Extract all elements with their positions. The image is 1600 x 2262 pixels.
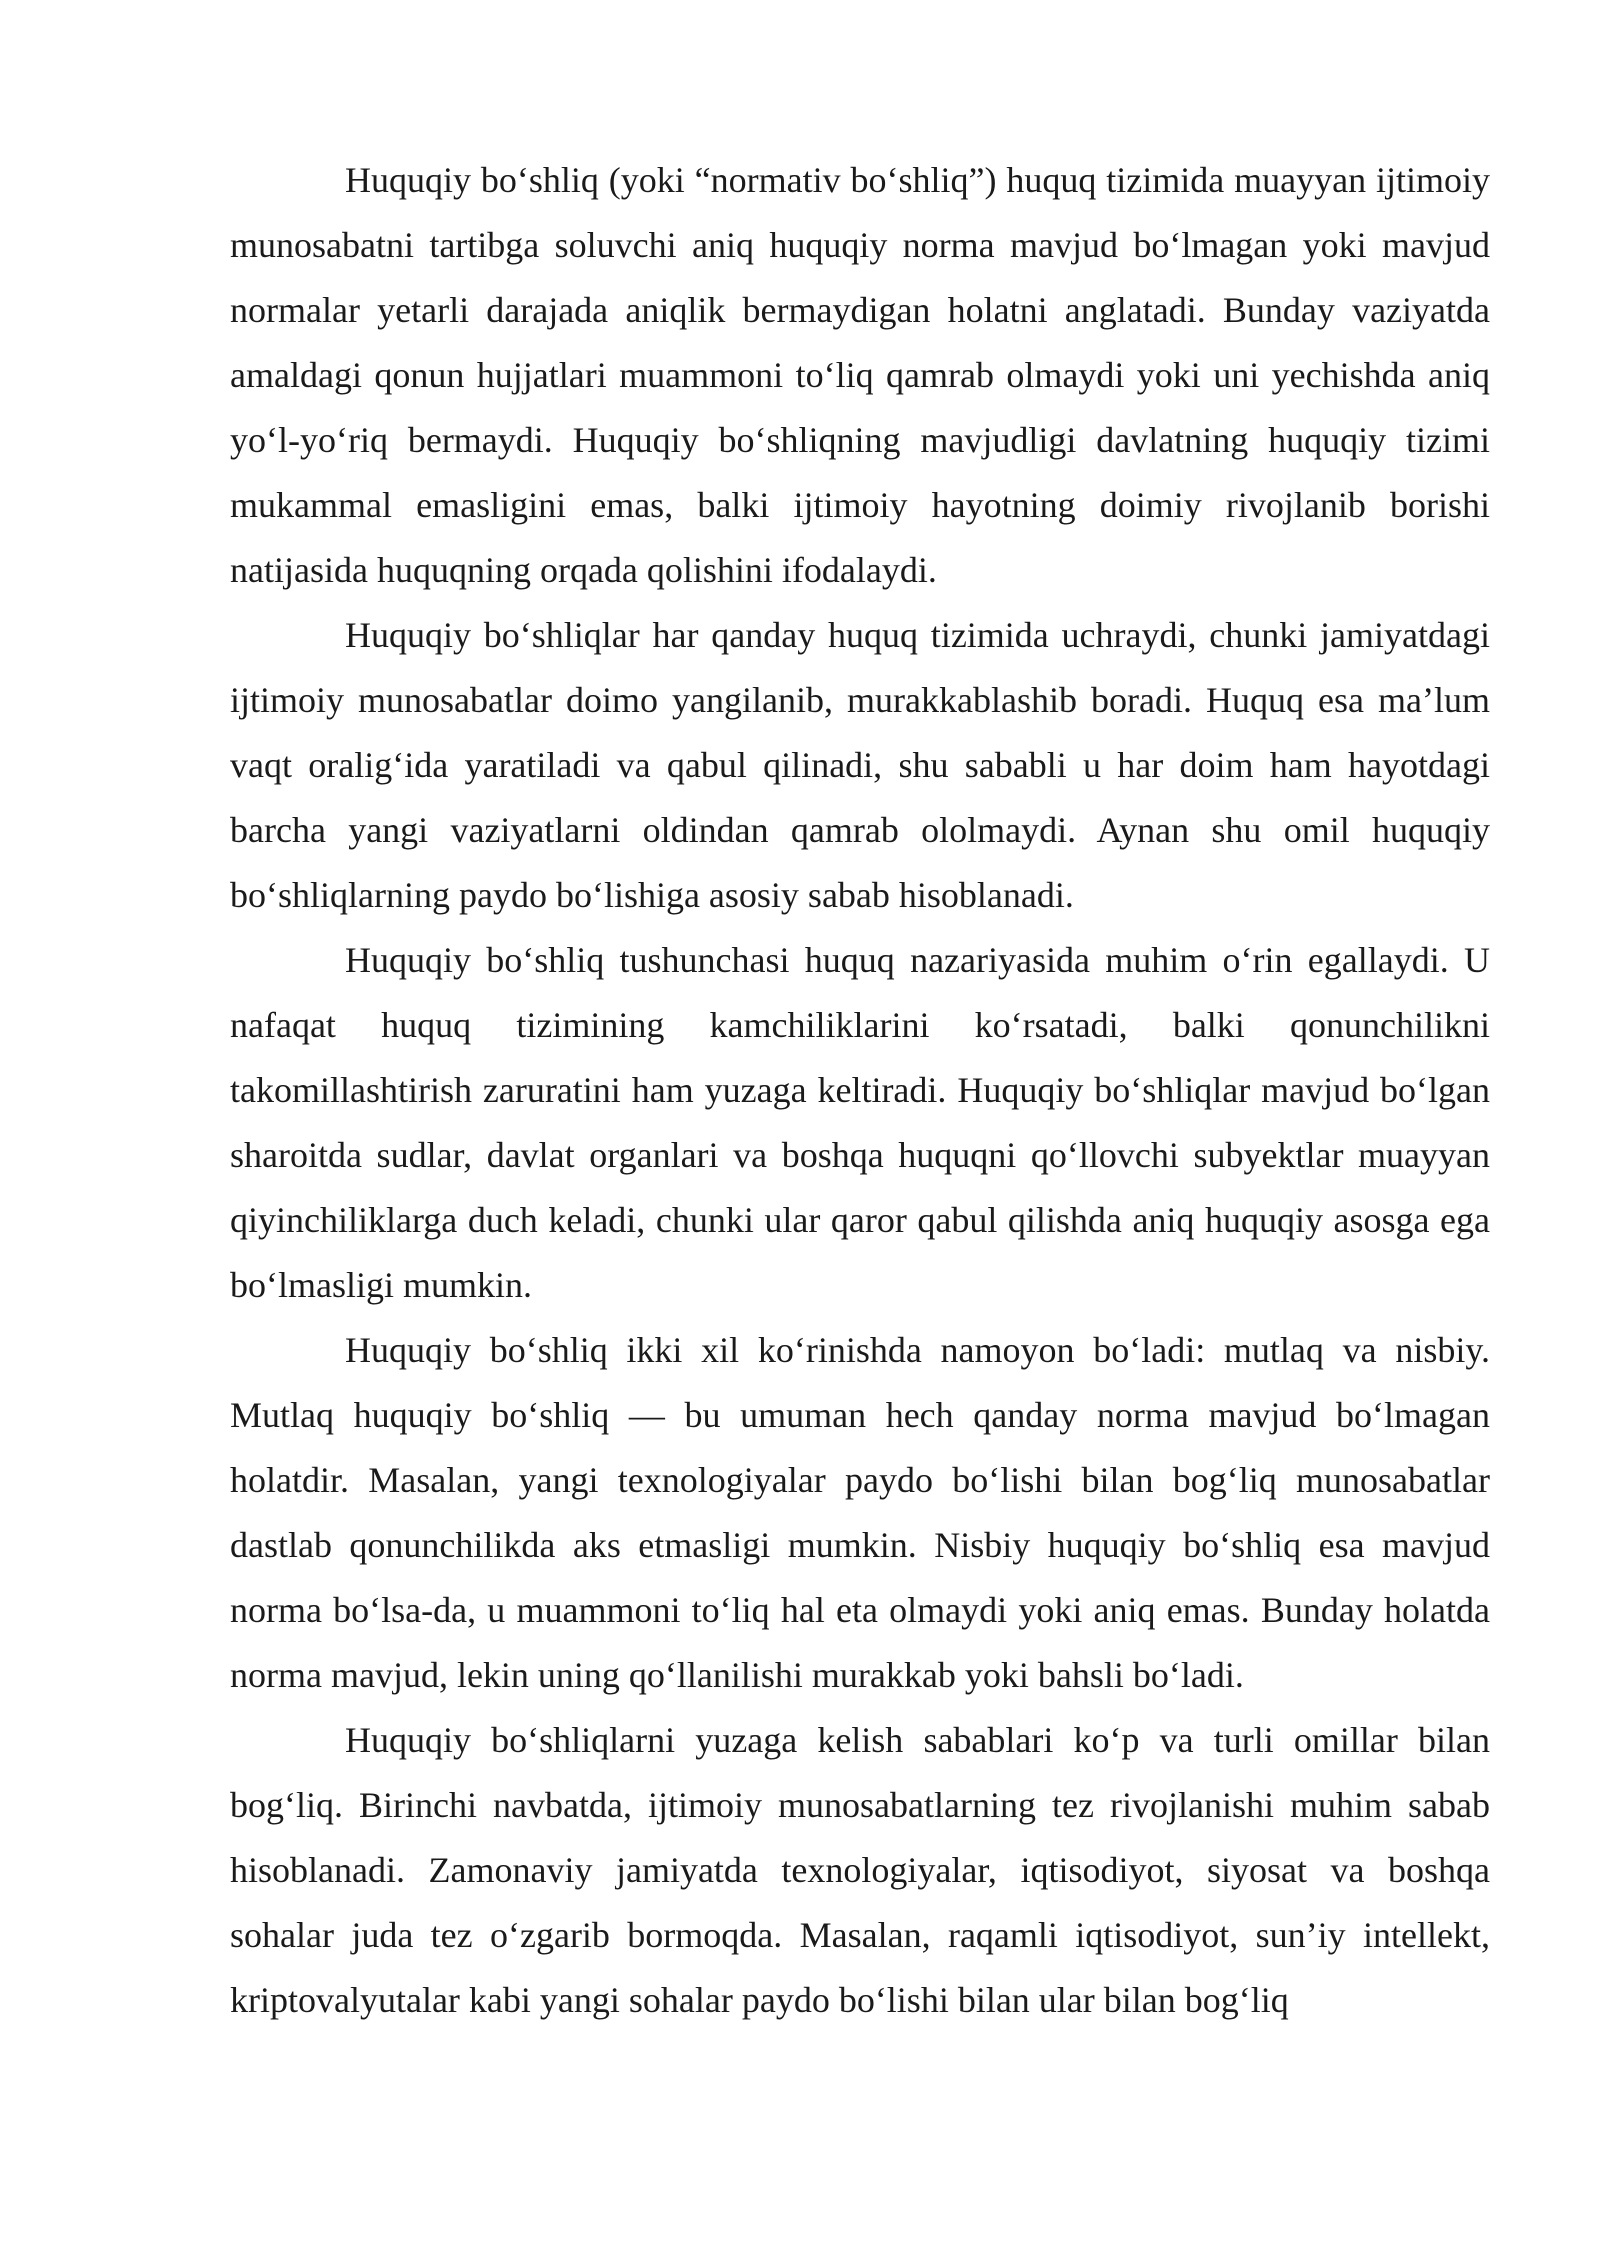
- paragraph-5: Huquqiy bo‘shliqlarni yuzaga kelish sabablari ko‘p va turli omillar bilan bog‘liq. Birinchi navbatda, ijtimoiy munosabatlarning tez rivojlanishi muhim sabab hisoblanadi. Zamonaviy jamiyatda texnologiyalar, iqtisodiyot, siyosat va boshqa sohalar juda tez o‘zgarib bormoqda. Masalan, raqamli iqtisodiyot, sun’iy intellekt, kriptovalyutalar kabi yangi sohalar paydo bo‘lishi bilan ular bilan bog‘liq: [230, 1720, 1490, 2020]
- paragraph-1: Huquqiy bo‘shliq (yoki “normativ bo‘shliq”) huquq tizimida muayyan ijtimoiy munosabatni tartibga soluvchi aniq huquqiy norma mavjud bo‘lmagan yoki mavjud normalar yetarli darajada aniqlik bermaydigan holatni anglatadi. Bunday vaziyatda amaldagi qonun hujjatlari muammoni to‘liq qamrab olmaydi yoki uni yechishda aniq yo‘l-yo‘riq bermaydi. Huquqiy bo‘shliqning mavjudligi davlatning huquqiy tizimi mukammal emasligini emas, balki ijtimoiy hayotning doimiy rivojlanib borishi natijasida huquqning orqada qolishini ifodalaydi.: [230, 160, 1490, 590]
- paragraph-4: Huquqiy bo‘shliq ikki xil ko‘rinishda namoyon bo‘ladi: mutlaq va nisbiy. Mutlaq huquqiy bo‘shliq — bu umuman hech qanday norma mavjud bo‘lmagan holatdir. Masalan, yangi texnologiyalar paydo bo‘lishi bilan bog‘liq munosabatlar dastlab qonunchilikda aks etmasligi mumkin. Nisbiy huquqiy bo‘shliq esa mavjud norma bo‘lsa-da, u muammoni to‘liq hal eta olmaydi yoki aniq emas. Bunday holatda norma mavjud, lekin uning qo‘llanilishi murakkab yoki bahsli bo‘ladi.: [230, 1330, 1490, 1695]
- body-text: [230, 148, 1490, 2033]
- paragraph-2: Huquqiy bo‘shliqlar har qanday huquq tizimida uchraydi, chunki jamiyatdagi ijtimoiy munosabatlar doimo yangilanib, murakkablashib boradi. Huquq esa ma’lum vaqt oralig‘ida yaratiladi va qabul qilinadi, shu sababli u har doim ham hayotdagi barcha yangi vaziyatlarni oldindan qamrab ololmaydi. Aynan shu omil huquqiy bo‘shliqlarning paydo bo‘lishiga asosiy sabab hisoblanadi.: [230, 615, 1490, 915]
- paragraph-3: Huquqiy bo‘shliq tushunchasi huquq nazariyasida muhim o‘rin egallaydi. U nafaqat huquq tizimining kamchiliklarini ko‘rsatadi, balki qonunchilikni takomillashtirish zaruratini ham yuzaga keltiradi. Huquqiy bo‘shliqlar mavjud bo‘lgan sharoitda sudlar, davlat organlari va boshqa huquqni qo‘llovchi subyektlar muayyan qiyinchiliklarga duch keladi, chunki ular qaror qabul qilishda aniq huquqiy asosga ega bo‘lmasligi mumkin.: [230, 940, 1490, 1305]
